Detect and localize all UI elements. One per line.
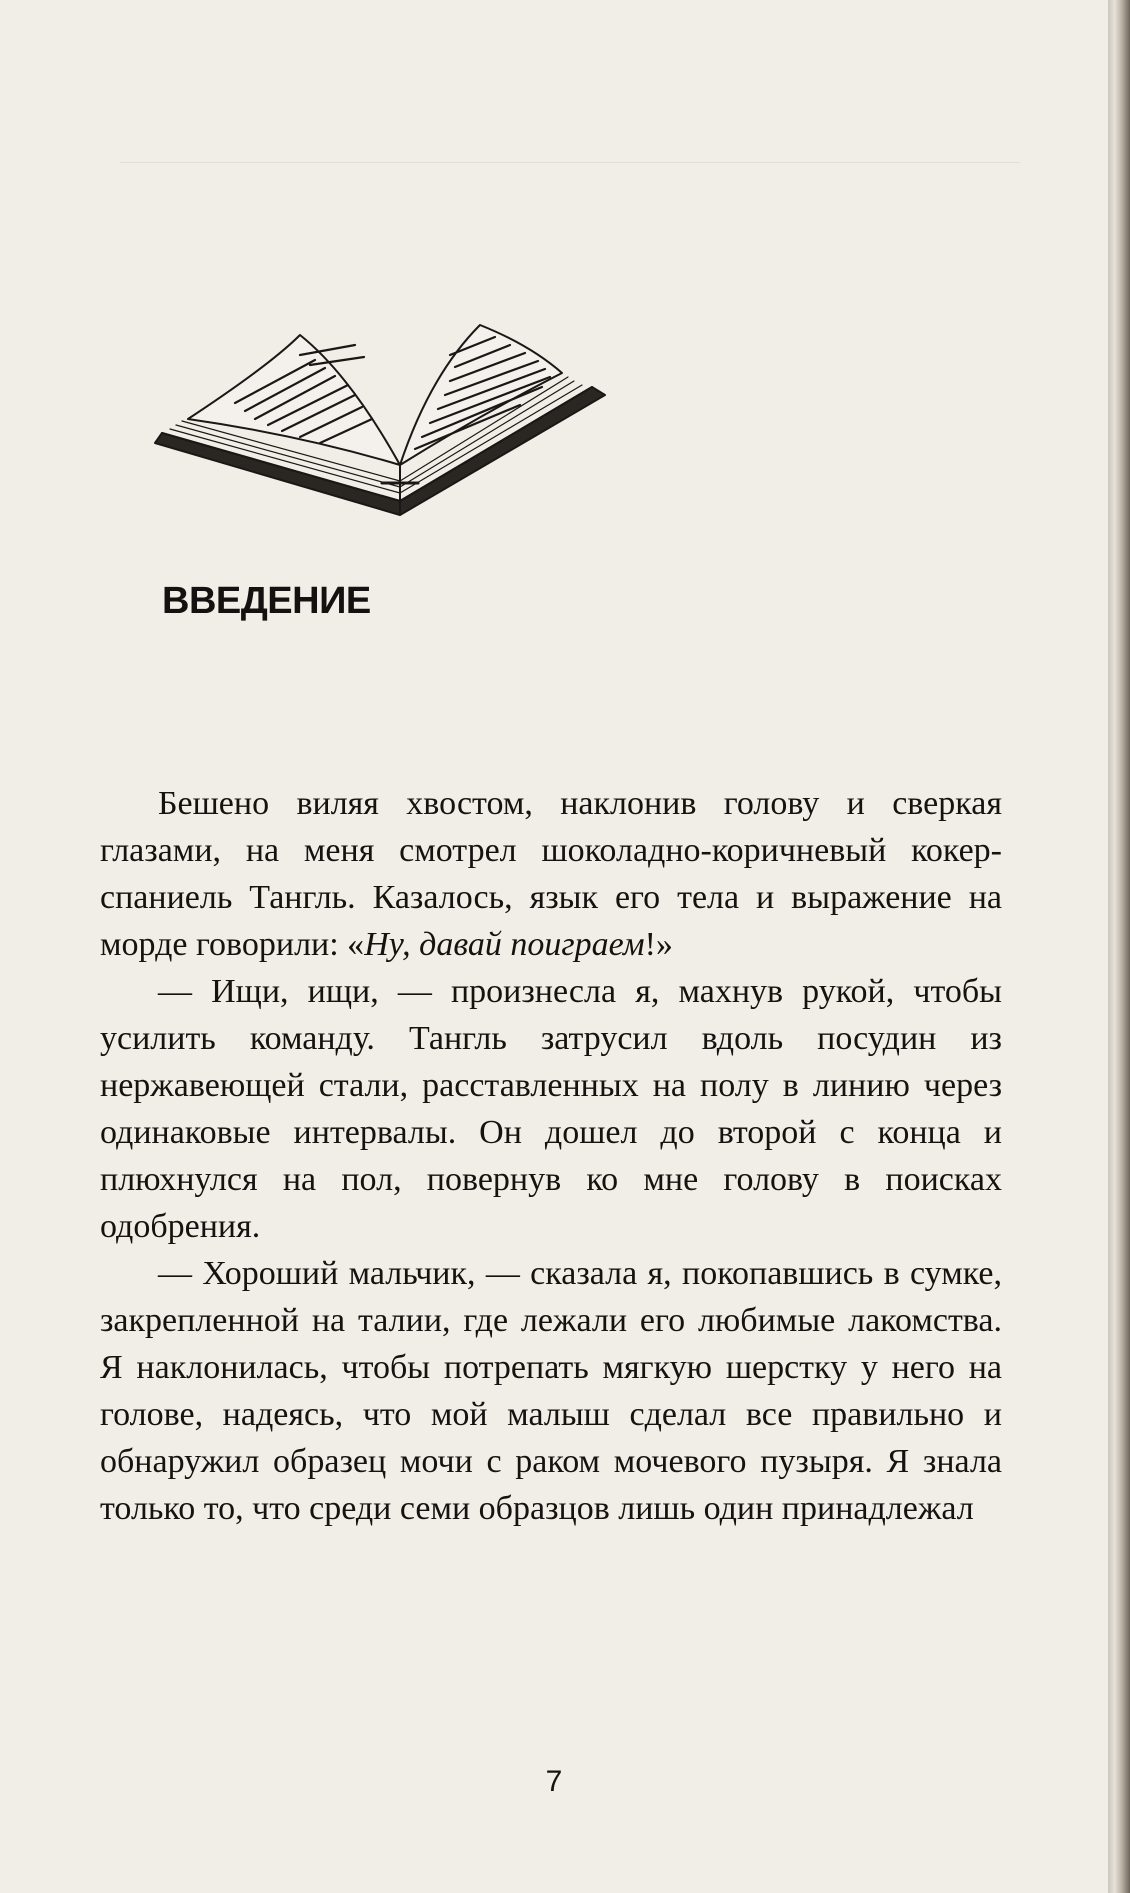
paragraph: — Хороший мальчик, — сказала я, покопавшись в сумке, закрепленной на талии, где лежали его любимые лакомства. Я наклонилась, чтобы потрепать мягкую шерстку у него на голове, надеясь, что мой малыш сделал все правильно и обнаружил образец мочи с раком мочевого пузыря. Я знала только то, что среди семи образцов лишь один принадлежал <box>100 1255 1002 1527</box>
open-book-icon <box>150 315 610 525</box>
paragraph <box>100 780 1002 968</box>
paragraph-text: !» <box>644 926 673 963</box>
paragraph-text: Бешено виляя хвостом, наклонив голову и сверкая глазами, на меня смотрел шоколадно-коричневый кокер-спаниель Тангль. Казалось, язык его тела и выражение на морде говорили: « <box>100 785 1002 963</box>
italic-phrase: Ну, давай поиграем <box>364 926 645 963</box>
body-text <box>100 780 1002 1532</box>
chapter-heading: ВВЕДЕНИЕ <box>162 580 371 622</box>
book-binding-edge <box>1108 0 1130 1893</box>
page-number: 7 <box>545 1765 563 1798</box>
paragraph: — Ищи, ищи, — произнесла я, махнув рукой, чтобы усилить команду. Тангль затрусил вдоль посудин из нержавеющей стали, расставленных на полу в линию через одинаковые интервалы. Он дошел до второй с конца и плюхнулся на пол, повернув ко мне голову в поисках одобрения. <box>100 973 1002 1245</box>
